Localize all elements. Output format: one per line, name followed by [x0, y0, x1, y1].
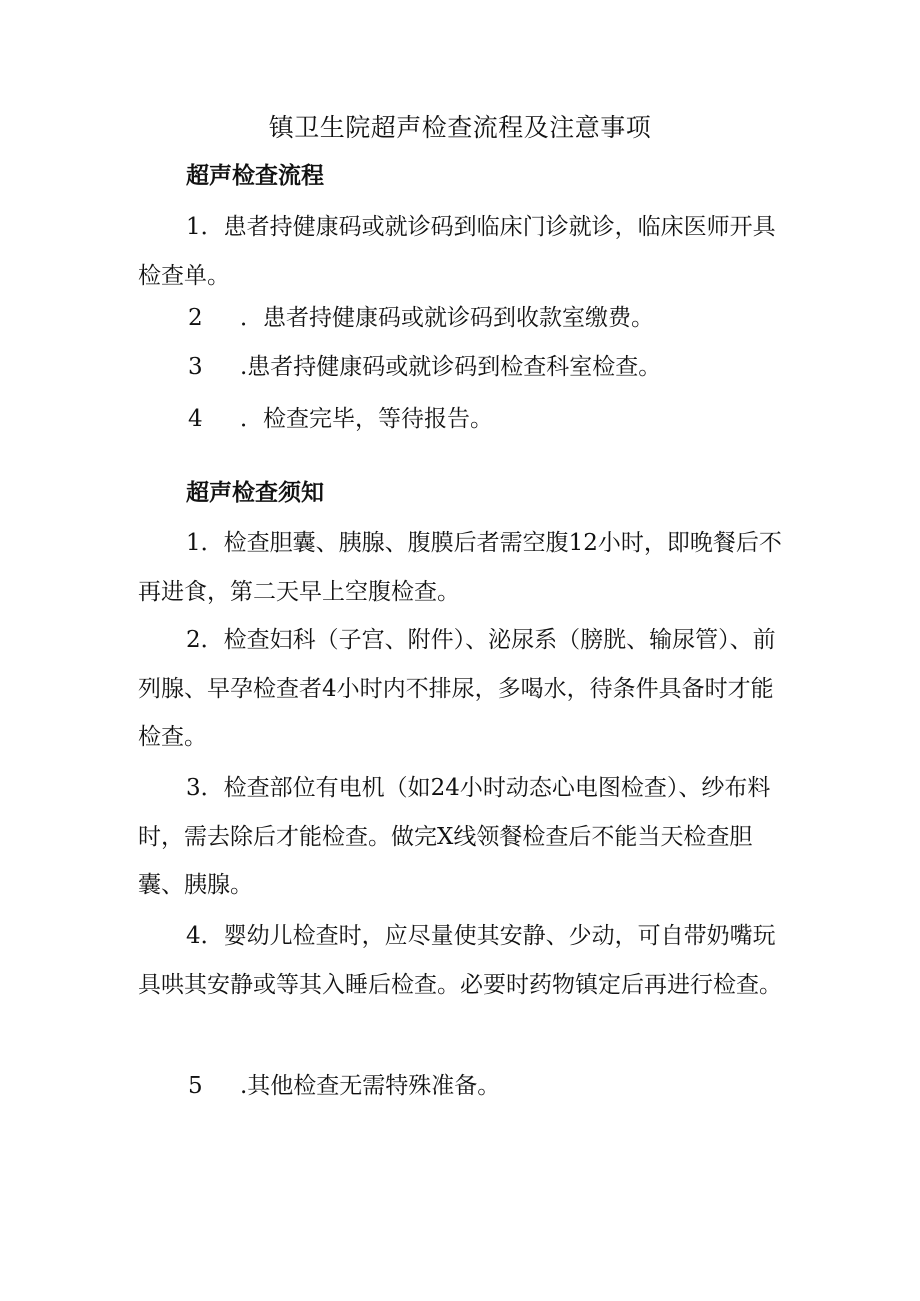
process-step-2	[188, 300, 654, 336]
process-step-4	[188, 401, 493, 437]
section-heading-process: 超声检查流程	[186, 162, 324, 189]
step-number: 2	[188, 305, 203, 331]
step-text: ．患者持健康码或就诊码到收款室缴费。	[240, 305, 654, 331]
document-title: 镇卫生院超声检查流程及注意事项	[268, 113, 652, 142]
notice-item-3: 3．检查部位有电机（如24小时动态心电图检查）、纱布料时，需去除后才能检查。做完X线领餐检查后不能当天检查胆囊、胰腺。	[138, 775, 771, 898]
step-text: .其他检查无需特殊准备。	[240, 1073, 501, 1099]
process-step-3	[188, 349, 661, 385]
notice-item-5	[188, 1068, 500, 1104]
step-number: 3	[188, 354, 203, 380]
notice-item-1: 1．检查胆囊、胰腺、腹膜后者需空腹12小时，即晚餐后不再进食，第二天早上空腹检查。	[138, 530, 782, 605]
section-heading-notice: 超声检查须知	[186, 479, 324, 506]
step-text: .患者持健康码或就诊码到检查科室检查。	[240, 354, 662, 380]
notice-item-2: 2．检查妇科（子宫、附件）、泌尿系（膀胱、输尿管）、前列腺、早孕检查者4小时内不排尿，多喝水，待条件具备时才能检查。	[138, 627, 776, 750]
step-number: 5	[188, 1073, 203, 1099]
step-number: 4	[188, 406, 203, 432]
process-step-1: 1．患者持健康码或就诊码到临床门诊就诊，临床医师开具检查单。	[138, 214, 776, 289]
notice-item-4: 4．婴幼儿检查时，应尽量使其安静、少动，可自带奶嘴玩具哄其安静或等其入睡后检查。必要时药物镇定后再进行检查。	[138, 923, 782, 998]
step-text: ．检查完毕，等待报告。	[240, 406, 493, 432]
